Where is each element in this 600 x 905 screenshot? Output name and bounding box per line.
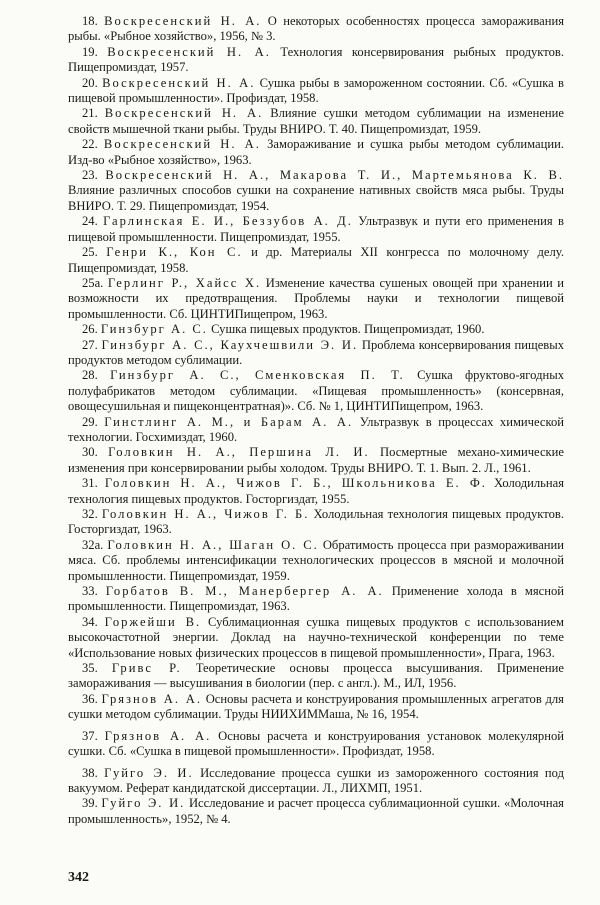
ref-text: Применение холода в мясной промышленности. Пищепромиздат, 1963. (68, 584, 564, 614)
ref-number: 24. (82, 214, 98, 229)
reference-item (68, 584, 564, 615)
ref-author: Головкин Н. А., Першина Л. И. (108, 445, 370, 460)
reference-item (68, 368, 564, 414)
ref-author: Головкин Н. А., Чижов Г. Б., Школьникова Е. Ф. (104, 476, 487, 491)
ref-number: 32. (82, 507, 98, 521)
ref-number: 25. (82, 245, 98, 260)
reference-item (68, 445, 564, 476)
ref-number: 35. (82, 661, 98, 676)
ref-number: 33. (82, 584, 98, 599)
ref-number: 19. (82, 44, 98, 59)
reference-item (68, 106, 564, 137)
reference-item (68, 168, 564, 214)
ref-text: Ультразвук и пути его применения в пищевой промышленности. Пищепромиздат, 1955. (68, 214, 564, 244)
ref-number: 32а. (82, 537, 104, 552)
ref-author: Воскресенский Н. А. (104, 106, 264, 121)
ref-author: Гуйго Э. И. (101, 796, 186, 811)
ref-author: Воскресенский Н. А. (107, 44, 271, 59)
ref-number: 38. (82, 765, 98, 780)
reference-item (68, 796, 564, 827)
ref-text: и др. Материалы XII конгресса по молочному делу. Пищепромиздат, 1958. (68, 245, 564, 275)
reference-item (68, 415, 564, 446)
ref-text: Ультразвук в процессах химической технологии. Госхимиздат, 1960. (68, 414, 565, 444)
ref-author: Воскресенский Н. А., Макарова Т. И., Мартемьянова К. В. (105, 168, 564, 183)
ref-text: Влияние различных способов сушки на сохранение нативных свойств мяса рыбы. Труды ВНИРО. Т. 29. Пищепромиздат, 1954. (68, 183, 564, 213)
ref-author: Гинзбург А. С. (100, 322, 208, 337)
reference-item (68, 766, 564, 797)
ref-number: 37. (82, 728, 98, 743)
ref-number: 39. (82, 796, 98, 811)
ref-number: 29. (82, 414, 98, 429)
ref-text: Обратимость процесса при размораживании мяса. Сб. проблемы интенсификации технологических процессов в мясной и молочной промышленности. Пищепромиздат, 1959. (68, 537, 565, 583)
ref-number: 36. (82, 691, 98, 706)
ref-text: Замораживание и сушка рыбы методом сублимации. Изд-во «Рыбное хозяйство», 1963. (68, 137, 564, 167)
ref-author: Герлинг Р., Хайсс Х. (107, 275, 262, 290)
reference-item (68, 692, 564, 723)
ref-author: Воскресенский Н. А. (104, 14, 262, 28)
ref-author: Головкин Н. А., Шаган О. С. (107, 537, 319, 552)
ref-author: Гинстлинг А. М., и Барам А. А. (104, 414, 354, 429)
reference-item (68, 729, 564, 760)
reference-item (68, 276, 564, 322)
ref-text: Проблема консервирования пищевых продуктов методом сублимации. (68, 337, 565, 367)
ref-number: 34. (82, 614, 98, 629)
reference-item (68, 507, 564, 538)
ref-text: Холодильная технология пищевых продуктов. Госторгиздат, 1955. (68, 476, 564, 506)
ref-number: 22. (82, 137, 98, 152)
ref-author: Горбатов В. М., Манербергер А. А. (105, 584, 384, 599)
reference-item (68, 14, 564, 45)
ref-author: Горжейши В. (104, 614, 202, 629)
ref-author: Грязнов А. А. (101, 691, 202, 706)
ref-author: Воскресенский Н. А. (102, 75, 256, 90)
ref-author: Гинзбург А. С., Каухчешвили Э. И. (101, 337, 359, 352)
reference-item (68, 476, 564, 507)
ref-number: 26. (82, 322, 98, 337)
ref-author: Гинзбург А. С., Сменковская П. Т. (110, 368, 405, 383)
reference-item (68, 322, 564, 337)
page-number: 342 (68, 870, 89, 885)
reference-list (68, 14, 564, 827)
ref-number: 21. (82, 106, 98, 121)
reference-item (68, 615, 564, 661)
ref-text: О некоторых особенностях процесса замораживания рыбы. «Рыбное хозяйство», 1956, № 3. (68, 14, 564, 44)
reference-item (68, 214, 564, 245)
reference-item (68, 45, 564, 76)
ref-number: 27. (82, 337, 98, 352)
ref-text: Холодильная технология пищевых продуктов. Госторгиздат, 1963. (68, 507, 564, 537)
ref-author: Гарлинская Е. И., Беззубов А. Д. (103, 214, 353, 229)
ref-author: Гуйго Э. И. (104, 765, 194, 780)
ref-number: 25а. (82, 275, 104, 290)
ref-number: 28. (82, 368, 98, 383)
ref-text: Изменение качества сушеных овощей при хранении и возможности их предотвращения. Проблемы науки и технологии пищевой промышленности. Сб. ЦИНТИПищепром, 1963. (68, 275, 564, 321)
reference-item (68, 76, 564, 107)
reference-item (68, 245, 564, 276)
ref-number: 23. (82, 168, 98, 183)
ref-author: Головкин Н. А., Чижов Г. Б. (101, 507, 310, 521)
ref-author: Генри К., Кон С. (106, 245, 243, 260)
reference-item (68, 137, 564, 168)
ref-text: Сушка рыбы в замороженном состоянии. Сб. «Сушка в пищевой промышленности». Профиздат, 1958. (68, 75, 564, 106)
ref-number: 20. (82, 75, 98, 90)
ref-number: 30. (82, 445, 98, 460)
ref-text: Посмертные механо-химические изменения при консервировании рыбы холодом. Труды ВНИРО. Т. 1. Вып. 2. Л., 1961. (68, 445, 564, 475)
ref-text: Сушка пищевых продуктов. Пищепромиздат, 1960. (211, 322, 485, 337)
ref-text: Технология консервирования рыбных продуктов. Пищепромиздат, 1957. (68, 44, 564, 75)
ref-text: Основы расчета и конструирования установок молекулярной сушки. Сб. «Сушка в пищевой промышленности». Профиздат, 1958. (68, 728, 564, 759)
ref-text: Влияние сушки методом сублимации на изменение свойств мышечной ткани рыбы. Труды ВНИРО. Т. 40. Пищепромиздат, 1959. (68, 106, 564, 136)
reference-item (68, 338, 564, 369)
ref-number: 18. (82, 14, 98, 28)
reference-item (68, 538, 564, 584)
ref-author: Гривс Р. (111, 661, 182, 676)
ref-author: Грязнов А. А. (104, 728, 212, 743)
ref-text: Теоретические основы процесса высушивания. Применение замораживания — высушивания в биологии (пер. с англ.). М., ИЛ, 1956. (68, 661, 564, 691)
ref-text: Исследование процесса сушки из замороженного состояния под вакуумом. Реферат кандидатской диссертации. Л., ЛИХМП, 1951. (68, 765, 564, 795)
ref-author: Воскресенский Н. А. (103, 137, 261, 152)
ref-text: Исследование и расчет процесса сублимационной сушки. «Молочная промышленность», 1952, № 4. (68, 796, 564, 826)
reference-item (68, 661, 564, 692)
ref-text: Сушка фруктово-ягодных полуфабрикатов методом сублимации. «Пищевая промышленность» (консервная, овощесушильная и пищеконцентратная)». Сб. № 1, ЦИНТИПищепром, 1963. (68, 368, 565, 414)
ref-text: Сублимационная сушка пищевых продуктов с использованием высокочастотной энергии. Доклад на научно-технической конференции по теме «Использование новых физических процессов в пищевой промышленности», Прага, 1963. (68, 614, 564, 660)
ref-number: 31. (82, 476, 98, 491)
ref-text: Основы расчета и конструирования промышленных агрегатов для сушки методом сублимации. Труды НИИХИММаша, № 16, 1954. (68, 691, 564, 722)
